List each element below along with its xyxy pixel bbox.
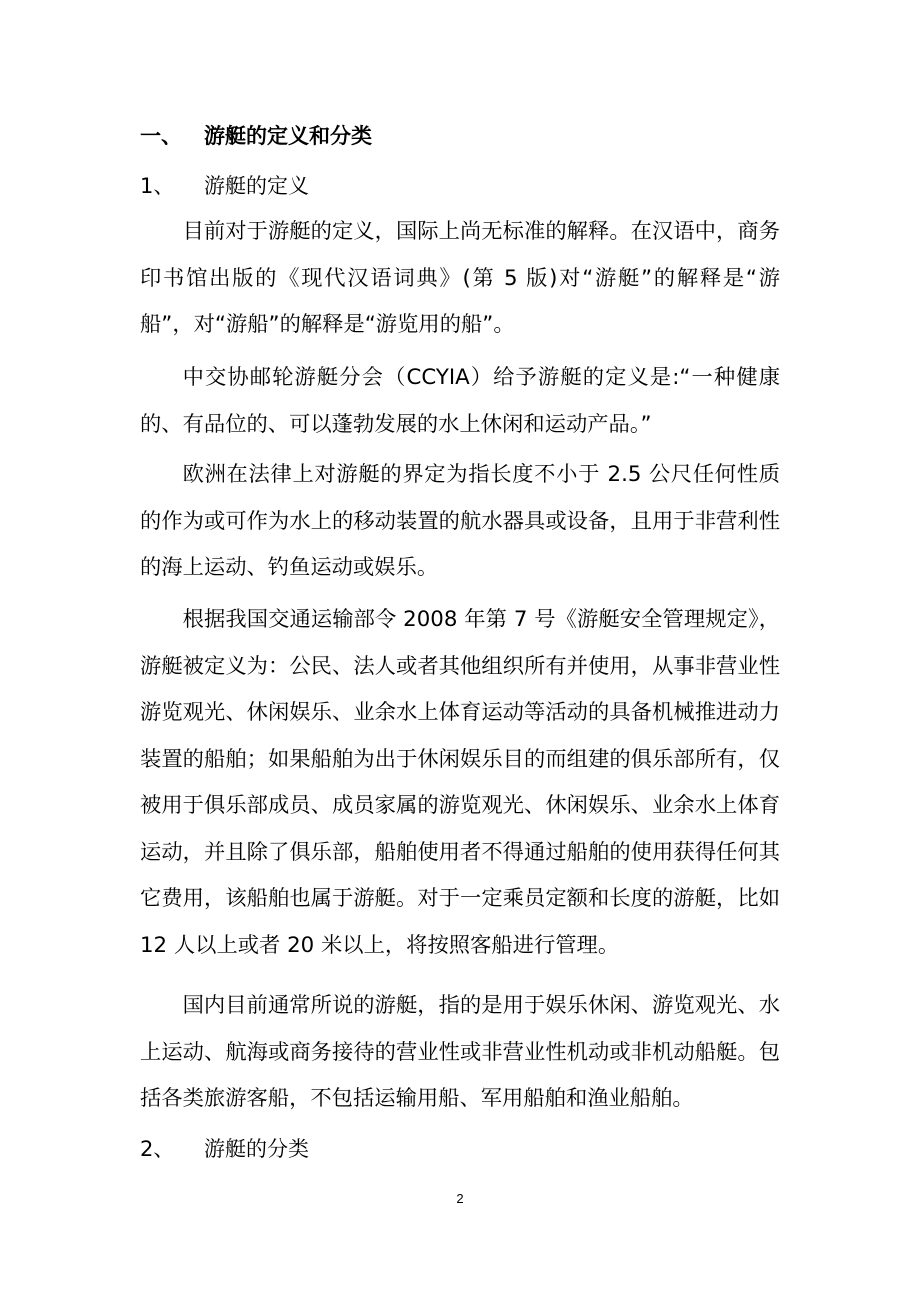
paragraph-ccyia-definition: 中交协邮轮游艇分会（CCYIA）给予游艇的定义是:“一种健康的、有品位的、可以蓬勃发展的水上休闲和运动产品。” [140,365,780,437]
paragraph-europe-definition: 欧洲在法律上对游艇的界定为指长度不小于 2.5 公尺任何性质的作为或可作为水上的移动装置的航水器具或设备，且用于非营利性的海上运动、钓鱼运动或娱乐。 [140,462,780,580]
paragraph-domestic-definition: 国内目前通常所说的游艇，指的是用于娱乐休闲、游览观光、水上运动、航海或商务接待的营业性或非营业性机动或非机动船艇。包括各类旅游客船，不包括运输用船、军用船舶和渔业船舶。 [140,993,780,1111]
paragraph-regulation-definition: 根据我国交通运输部令 2008 年第 7 号《游艇安全管理规定》，游艇被定义为：公民、法人或者其他组织所有并使用，从事非营业性游览观光、休闲娱乐、业余水上体育运动等活动的具备机械推进动力装置的船舶；如果船舶为出于休闲娱乐目的而组建的俱乐部所有，仅被用于俱乐部成员、成员家属的游览观光、休闲娱乐、业余水上体育运动，并且除了俱乐部，船舶使用者不得通过船舶的使用获得任何其它费用，该船舶也属于游艇。对于一定乘员定额和长度的游艇，比如 12 人以上或者 20 米以上，将按照客船进行管理。 [140,607,780,958]
subsection-number: 1、 [140,174,175,198]
subsection-title: 游艇的定义 [204,174,309,198]
section-heading [140,121,372,151]
subsection-title: 游艇的分类 [204,1137,309,1161]
subsection-heading-classification [140,1134,309,1164]
page-number: 2 [456,1191,464,1206]
paragraph-dictionary-definition: 目前对于游艇的定义，国际上尚无标准的解释。在汉语中，商务印书馆出版的《现代汉语词典》(第 5 版)对“游艇”的解释是“游船”，对“游船”的解释是“游览用的船”。 [140,219,780,337]
subsection-number: 2、 [140,1137,175,1161]
section-title: 游艇的定义和分类 [204,124,372,148]
subsection-heading-definition [140,171,309,201]
section-number: 一、 [140,124,182,148]
